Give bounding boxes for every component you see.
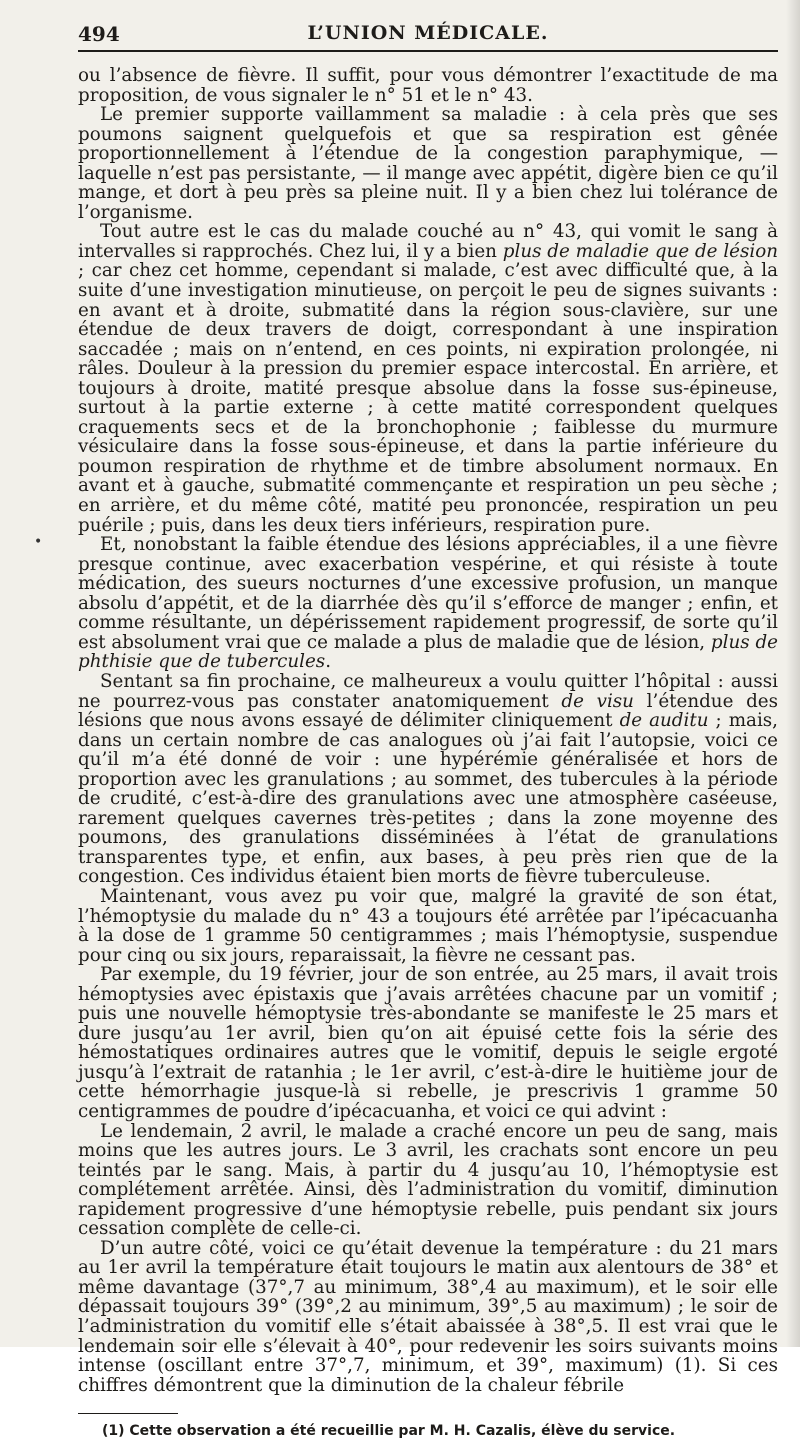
paragraph xyxy=(78,1239,778,1395)
italic-phrase: de auditu xyxy=(619,710,709,732)
italic-phrase: de visu xyxy=(561,690,634,712)
italic-phrase: plus de maladie que de lésion xyxy=(502,240,779,262)
header-rule xyxy=(78,50,778,52)
paragraph xyxy=(78,535,778,672)
italic-phrase: plus de phthisie que de tubercules xyxy=(78,631,778,673)
page-header xyxy=(78,0,778,52)
text-run: Tout autre est le cas du malade couché au n° 43, qui vomit le sang à intervalles si rapprochés. Chez lui, il y a bien xyxy=(78,221,778,262)
text-run: Le lendemain, 2 avril, le malade a craché encore un peu de sang, mais moins que les autres jours. Le 3 avril, les crachats sont encore un peu teintés par le sang. Mais, à partir du 4 jusqu’au 10, l’hémoptysie est complétement arrêtée. Ainsi, dès l’administration du vomitif, diminution rapidement progressive d’une hémoptysie rebelle, puis pendant six jours cessation complète de celle-ci. xyxy=(78,1120,778,1240)
text-run: Le premier supporte vaillamment sa maladie : à cela près que ses poumons saignent quelquefois et que sa respiration est gênée proportionnellement à l’étendue de la congestion paraphymique, — laquelle n’est pas persistante, — il mange avec appétit, digère bien ce qu’il mange, et dort à peu près sa pleine nuit. Il y a bien chez lui tolérance de l’organisme. xyxy=(78,104,778,223)
footnote-separator xyxy=(78,1413,178,1414)
text-run: Par exemple, du 19 février, jour de son entrée, au 25 mars, il avait trois hémoptysies avec épistaxis que j’avais arrêtées chacune par un vomitif ; puis une nouvelle hémoptysie très-abondante se manifeste le 25 mars et dure jusqu’au 1er avril, bien qu’on ait épuisé cette fois la série des hémostatiques ordinaires autres que le vomitif, depuis le seigle ergoté jusqu’à l’extrait de ratanhia ; le 1er avril, c’est-à-dire le huitième jour de cette hémorrhagie jusque-là si rebelle, je prescrivis 1 gramme 50 centigrammes de poudre d’ipécacuanha, et voici ce qui advint : xyxy=(78,964,778,1122)
text-run: l’étendue des lésions que nous avons essayé de délimiter cliniquement xyxy=(78,690,778,732)
body-text xyxy=(78,66,778,1395)
paragraph xyxy=(78,1122,778,1239)
paragraph xyxy=(78,66,778,105)
text-run: Maintenant, vous avez pu voir que, malgré la gravité de son état, l’hémoptysie du malade du n° 43 a toujours été arrêtée par l’ipécacuanha à la dose de 1 gramme 50 centigrammes ; mais l’hémoptysie, suspendue pour cinq ou six jours, reparaissait, la fièvre ne cessant pas. xyxy=(78,885,778,966)
text-run: Sentant sa fin prochaine, ce malheureux a voulu quitter l’hôpital : aussi ne pourrez-vous pas constater anatomiquement xyxy=(78,670,778,712)
text-run: ; mais, dans un certain nombre de cas analogues où j’ai fait l’autopsie, voici ce qu’il m’a été donné de voir : une hypérémie généralisée et hors de proportion avec les granulations ; au sommet, des tubercules à la période de crudité, c’est-à-dire des granulations avec une atmosphère caséeuse, rarement quelques cavernes très-petites ; dans la zone moyenne des poumons, des granulations disséminées à l’état de granulations transparentes type, et enfin, aux bases, à peu près rien que de la congestion. Ces individus étaient bien morts de fièvre tuberculeuse. xyxy=(78,710,778,888)
paragraph xyxy=(78,887,778,965)
text-run: ou l’absence de fièvre. Il suffit, pour vous démontrer l’exactitude de ma proposition, de vous signaler le n° 51 et le n° 43. xyxy=(78,65,778,106)
running-title: L’UNION MÉDICALE. xyxy=(307,22,549,44)
text-run: . xyxy=(325,651,331,673)
paragraph xyxy=(78,672,778,887)
text-run: ; car chez cet homme, cependant si malade, c’est avec difficulté que, à la suite d’une investigation minutieuse, on perçoit le peu de signes suivants : en avant et à droite, submatité dans la région sous-clavière, sur une étendue de deux travers de doigt, correspondant à une inspiration saccadée ; mais on n’entend, en ces points, ni expiration prolongée, ni râles. Douleur à la pression du premier espace intercostal. En arrière, et toujours à droite, matité presque absolue dans la fosse sus-épineuse, surtout à la partie externe ; à cette matité correspondent quelques craquements secs et de la bronchophonie ; faiblesse du murmure vésiculaire dans la fosse sous-épineuse, et dans la partie inférieure du poumon respiration de rhythme et de timbre absolument normaux. En avant et à gauche, submatité commençante et respiration un peu sèche ; en arrière, et du même côté, matité peu prononcée, respiration un peu puérile ; puis, dans les deux tiers inférieurs, respiration pure. xyxy=(78,260,778,536)
paragraph xyxy=(78,222,778,535)
text-run: D’un autre côté, voici ce qu’était devenue la température : du 21 mars au 1er avril la température était toujours le matin aux alentours de 38° et même davantage (37°,7 au minimum, 38°,4 au maximum), et le soir elle dépassait toujours 39° (39°,2 au minimum, 39°,5 au maximum) ; le soir de l’administration du vomitif elle s’était abaissée à 38°,5. Il est vrai que le lendemain soir elle s’élevait à 40°, pour redevenir les soirs suivants moins intense (oscillant entre 37°,7, minimum, et 39°, maximum) (1). Si ces chiffres démontrent que la diminution de la chaleur fébrile xyxy=(78,1237,778,1396)
footnote: (1) Cette observation a été recueillie par M. H. Cazalis, élève du service. xyxy=(102,1423,676,1440)
page-number: 494 xyxy=(78,22,120,46)
margin-mark: • xyxy=(34,534,43,550)
text-run: Et, nonobstant la faible étendue des lésions appréciables, il a une fièvre presque continue, avec exacerbation vespérine, et qui résiste à toute médication, des sueurs nocturnes d’une excessive profusion, un manque absolu d’appétit, et de la diarrhée dès qu’il s’efforce de manger ; enfin, et comme résultante, un dépérissement rapidement progressif, de sorte qu’il est absolument vrai que ce malade a plus de maladie que de lésion, xyxy=(78,534,778,653)
paragraph xyxy=(78,105,778,222)
paragraph xyxy=(78,965,778,1121)
